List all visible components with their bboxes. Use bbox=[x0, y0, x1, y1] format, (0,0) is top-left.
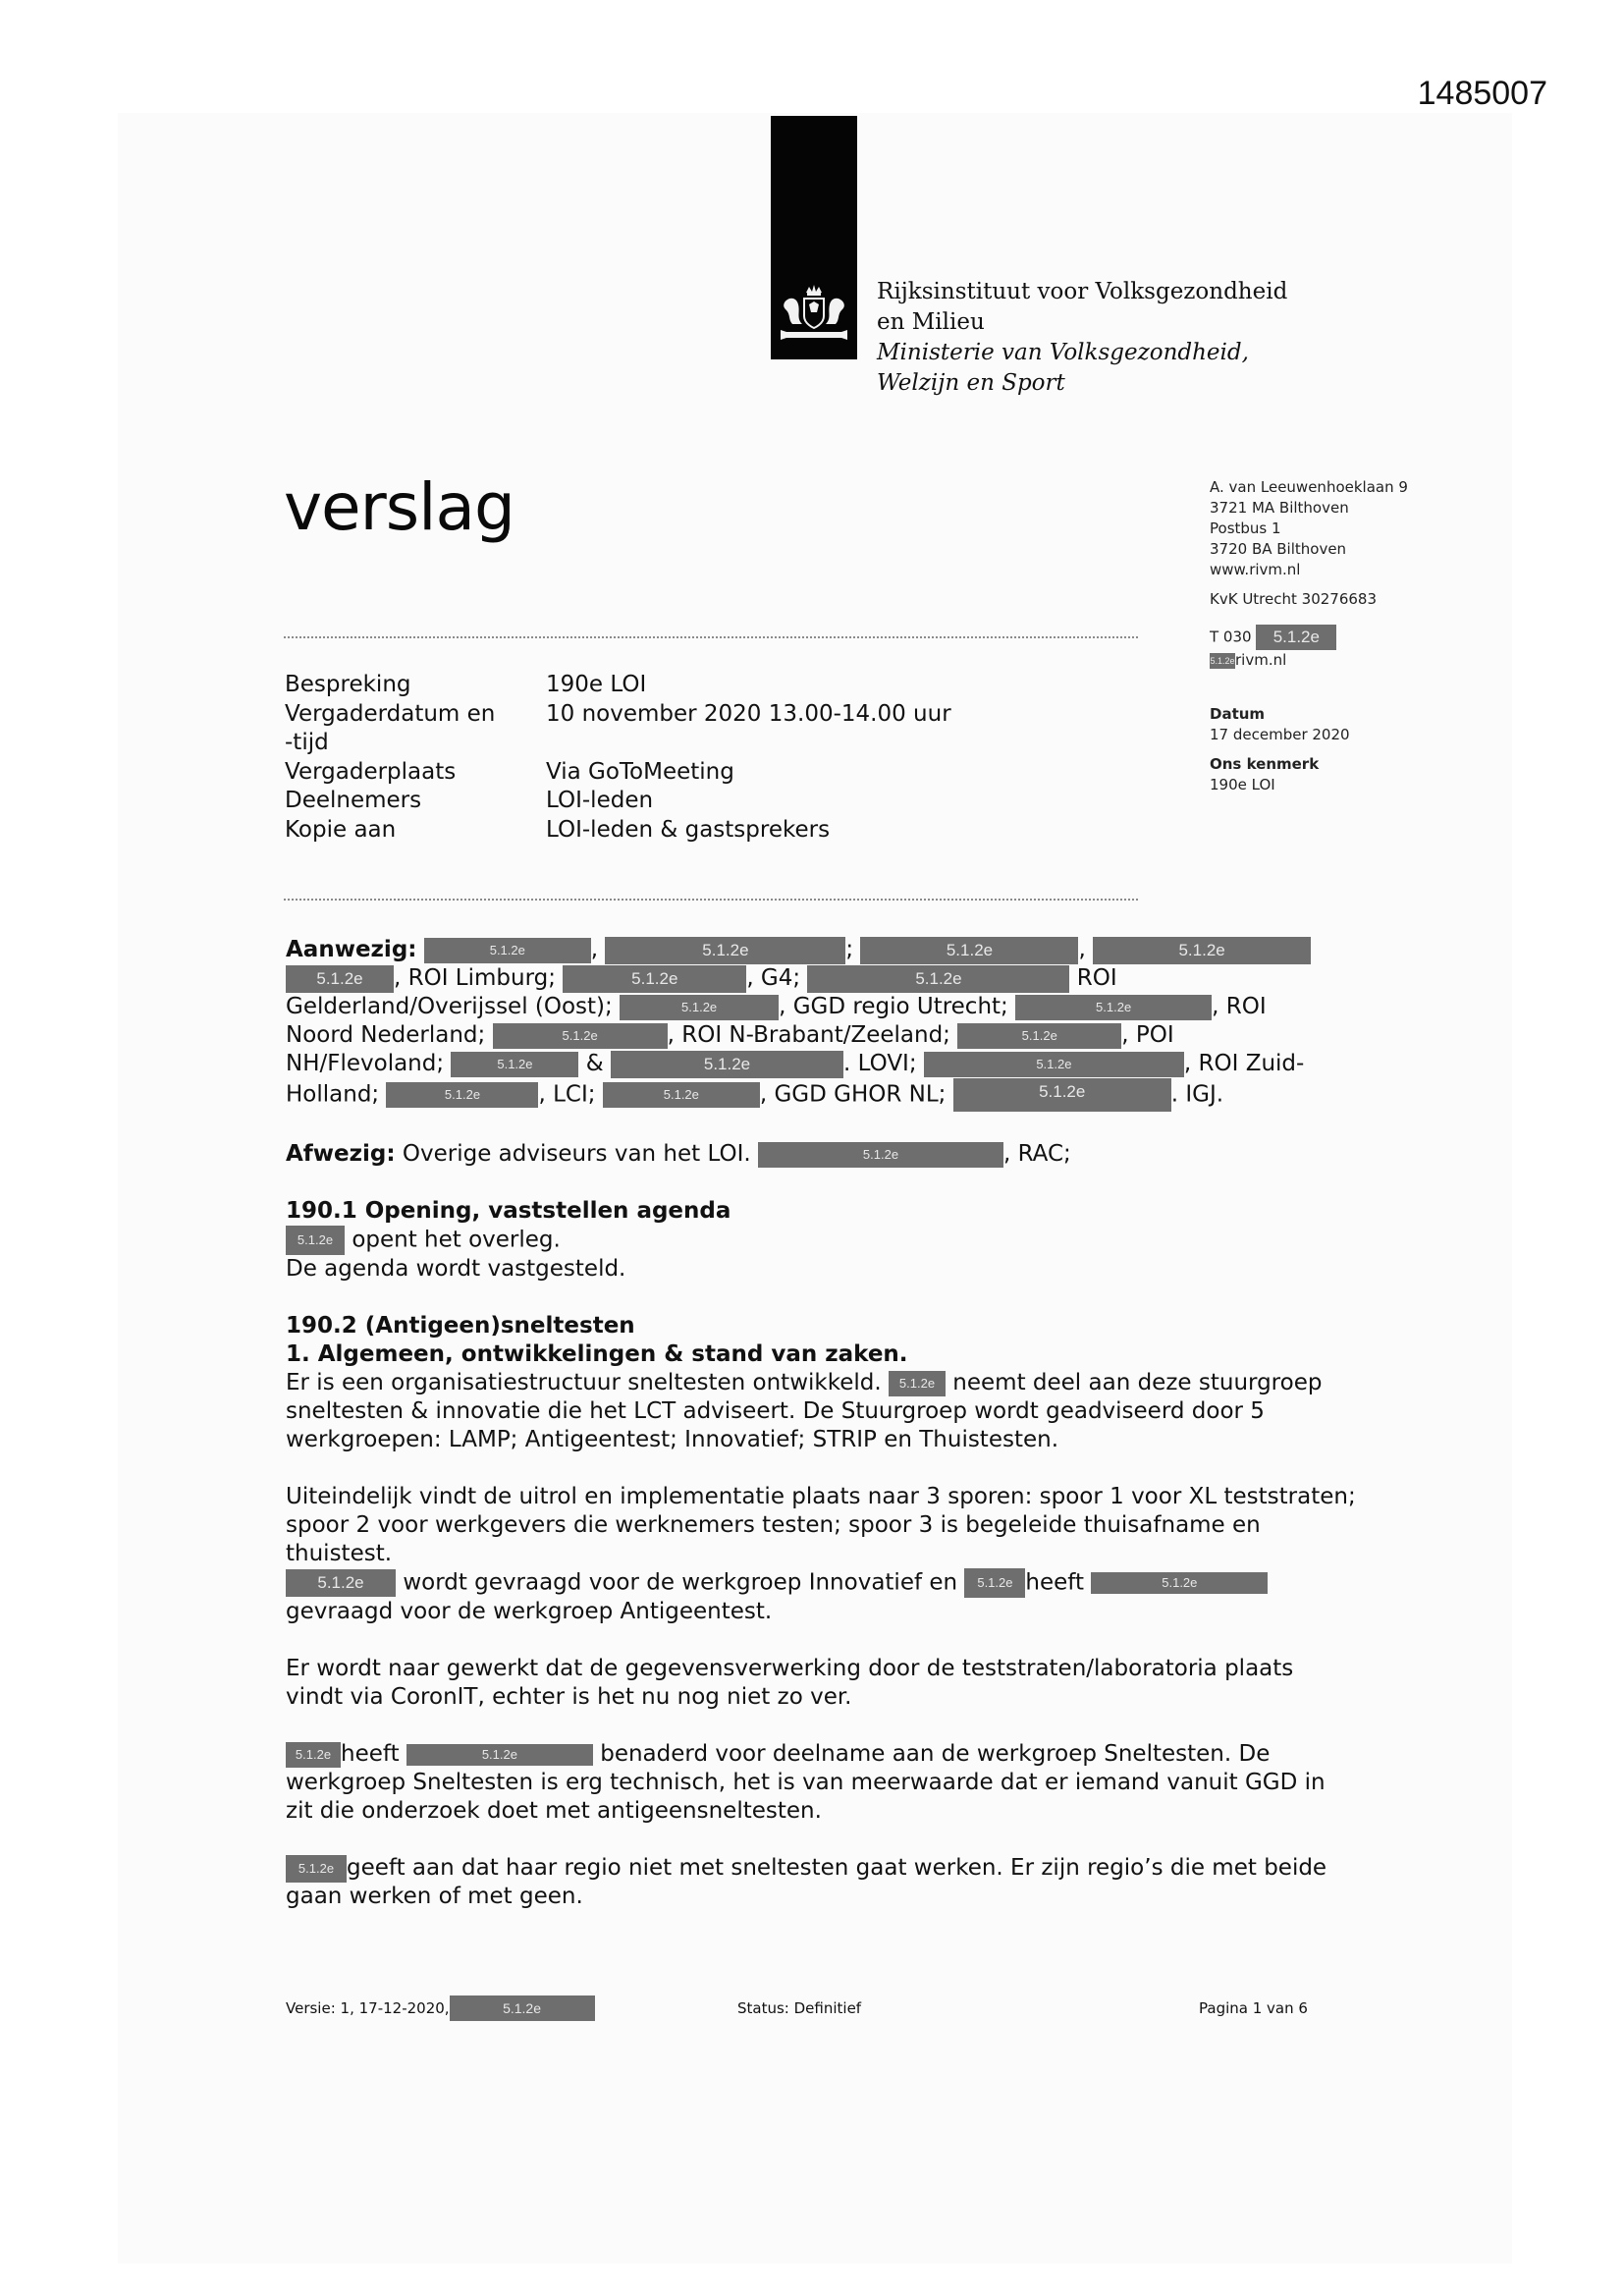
text: NH/Flevoland; bbox=[286, 1051, 445, 1076]
meta-value: 10 november 2020 13.00-14.00 uur bbox=[546, 700, 951, 727]
redaction-box: 5.1.2e bbox=[889, 1371, 946, 1396]
text: Holland; bbox=[286, 1081, 380, 1108]
redaction-box: 5.1.2e bbox=[286, 965, 394, 993]
meta-label-line1: Vergaderdatum en bbox=[285, 700, 496, 727]
redaction-box: 5.1.2e bbox=[964, 1568, 1025, 1598]
absent-label: Afwezig: bbox=[286, 1141, 396, 1167]
text: geeft aan dat haar regio niet met sneltesten gaat werken. Er zijn regio’s die met beide gaan werken of met geen. bbox=[286, 1855, 1327, 1909]
footer-version bbox=[286, 1995, 737, 2021]
redaction-box: 5.1.2e bbox=[620, 995, 779, 1020]
redaction-box: 5.1.2e bbox=[924, 1052, 1184, 1077]
heading-text: 190.1 Opening, vaststellen agenda bbox=[286, 1198, 731, 1224]
meta-value: LOI-leden & gastsprekers bbox=[546, 816, 831, 843]
text: ROI bbox=[1076, 965, 1117, 991]
org-line-1: Rijksinstituut voor Volksgezondheid bbox=[877, 279, 1288, 304]
meta-row bbox=[285, 787, 951, 816]
version-text: Versie: 1, 17-12-2020, bbox=[286, 1999, 450, 2017]
ministry-line-1: Ministerie van Volksgezondheid, bbox=[877, 340, 1249, 365]
meta-label: Vergaderplaats bbox=[285, 758, 457, 785]
kvk-number: KvK Utrecht 30276683 bbox=[1210, 590, 1377, 608]
redaction-box: 5.1.2e bbox=[611, 1051, 843, 1078]
text: & bbox=[585, 1051, 604, 1076]
phone-prefix: T 030 bbox=[1210, 628, 1252, 646]
text: opent het overleg. bbox=[352, 1227, 561, 1253]
text: Noord Nederland; bbox=[286, 1022, 486, 1048]
meta-row bbox=[285, 671, 951, 700]
redaction-box: 5.1.2e bbox=[605, 937, 845, 964]
meta-row bbox=[285, 700, 951, 758]
text: , ROI bbox=[1212, 994, 1267, 1019]
redaction-box: 5.1.2e bbox=[406, 1744, 593, 1766]
text: , ROI Zuid- bbox=[1183, 1051, 1305, 1076]
redaction-box: 5.1.2e bbox=[286, 1569, 396, 1597]
meeting-metadata bbox=[285, 671, 951, 845]
redaction-box: 5.1.2e bbox=[1091, 1572, 1268, 1594]
section-heading bbox=[286, 1312, 1356, 1340]
reference-value: 190e LOI bbox=[1210, 776, 1275, 793]
address-line: 3721 MA Bilthoven bbox=[1210, 499, 1349, 517]
heading-text: 1. Algemeen, ontwikkelingen & stand van zaken. bbox=[286, 1341, 908, 1367]
redaction-box: 5.1.2e bbox=[1093, 937, 1311, 964]
redaction-box: 5.1.2e bbox=[286, 1855, 347, 1883]
meta-label: Kopie aan bbox=[285, 816, 397, 843]
ministry-line-2: Welzijn en Sport bbox=[877, 370, 1065, 396]
paragraph: Uiteindelijk vindt de uitrol en implementatie plaats naar 3 sporen: spoor 1 voor XL teststraten; spoor 2 voor werkgevers die werknemers testen; spoor 3 is begeleide thuisafname en thuistest. bbox=[286, 1484, 1356, 1566]
text: heeft bbox=[341, 1741, 400, 1767]
text: , ROI N-Brabant/Zeeland; bbox=[667, 1022, 950, 1048]
meta-label-line2: -tijd bbox=[285, 730, 329, 755]
redaction-box: 5.1.2e bbox=[758, 1142, 1003, 1168]
meta-label bbox=[285, 700, 546, 758]
org-line-2: en Milieu bbox=[877, 309, 985, 335]
text: wordt gevraagd voor de werkgroep Innovatief en bbox=[403, 1569, 958, 1596]
redaction-box: 5.1.2e bbox=[386, 1082, 538, 1108]
meta-label: Deelnemers bbox=[285, 788, 422, 813]
divider-top bbox=[284, 636, 1138, 638]
paragraph: Er wordt naar gewerkt dat de gegevensverwerking door de teststraten/laboratoria plaats vindt via CoronIT, echter is het nu nog niet zo ver. bbox=[286, 1656, 1294, 1710]
page-footer bbox=[286, 1995, 1317, 2021]
sub-heading bbox=[286, 1340, 1356, 1369]
redaction-box: 5.1.2e bbox=[603, 1082, 760, 1108]
paragraph bbox=[286, 1568, 1356, 1626]
email-domain: rivm.nl bbox=[1235, 651, 1287, 669]
footer-status: Status: Definitief bbox=[737, 1999, 862, 2017]
reference-label: Ons kenmerk bbox=[1210, 755, 1320, 773]
redaction-box: 5.1.2e bbox=[493, 1023, 668, 1049]
redaction-box: 5.1.2e bbox=[860, 937, 1078, 964]
text: , G4; bbox=[746, 965, 801, 991]
date-value: 17 december 2020 bbox=[1210, 726, 1350, 743]
redaction-box: 5.1.2e bbox=[563, 965, 746, 993]
address-line: 3720 BA Bilthoven bbox=[1210, 540, 1347, 558]
redaction-box: 5.1.2e bbox=[451, 1052, 578, 1077]
dutch-coat-of-arms-icon bbox=[777, 283, 851, 348]
paragraph: De agenda wordt vastgesteld. bbox=[286, 1256, 626, 1282]
redaction-box: 5.1.2e bbox=[286, 1742, 341, 1768]
meta-label: Bespreking bbox=[285, 672, 411, 697]
text: Overige adviseurs van het LOI. bbox=[402, 1141, 751, 1167]
sender-sidebar bbox=[1210, 477, 1408, 795]
text: , POI bbox=[1121, 1022, 1174, 1048]
meta-row bbox=[285, 758, 951, 788]
redaction-box: 5.1.2e bbox=[1256, 625, 1336, 650]
text: , GGD GHOR NL; bbox=[759, 1081, 947, 1108]
text: , LCI; bbox=[538, 1081, 596, 1108]
text: . LOVI; bbox=[843, 1051, 917, 1076]
text: Gelderland/Overijssel (Oost); bbox=[286, 994, 613, 1019]
phone bbox=[1210, 625, 1408, 650]
text: gevraagd voor de werkgroep Antigeentest. bbox=[286, 1599, 773, 1624]
redaction-box: 5.1.2e bbox=[450, 1995, 595, 2021]
divider-bottom bbox=[284, 899, 1138, 901]
redaction-box: 5.1.2e bbox=[807, 965, 1069, 993]
text: , GGD regio Utrecht; bbox=[779, 994, 1008, 1019]
organization-name bbox=[877, 277, 1287, 399]
paragraph bbox=[286, 1369, 1356, 1454]
text: , bbox=[590, 937, 599, 962]
redaction-box: 5.1.2e bbox=[286, 1226, 345, 1255]
text: , RAC; bbox=[1003, 1141, 1071, 1167]
paragraph bbox=[286, 1854, 1356, 1911]
meta-value: Via GoToMeeting bbox=[546, 758, 734, 785]
paragraph bbox=[286, 1226, 1356, 1255]
text: . IGJ. bbox=[1170, 1081, 1224, 1108]
text: heeft bbox=[1025, 1569, 1085, 1596]
meta-row bbox=[285, 816, 951, 846]
attendees-paragraph bbox=[286, 936, 1356, 1112]
redaction-box: 5.1.2e bbox=[1210, 653, 1235, 669]
meta-value: LOI-leden bbox=[546, 788, 654, 813]
email bbox=[1210, 650, 1408, 671]
redaction-box: 5.1.2e bbox=[1015, 995, 1212, 1020]
date-label: Datum bbox=[1210, 705, 1266, 723]
heading-text: 190.2 (Antigeen)sneltesten bbox=[286, 1313, 635, 1339]
address-line: A. van Leeuwenhoeklaan 9 bbox=[1210, 478, 1408, 496]
text: neemt deel aan deze stuurgroep sneltesten & innovatie die het LCT adviseert. De Stuurgroep wordt geadviseerd door 5 werkgroepen: LAMP; Antigeentest; Innovatief; STRIP en Thuistesten. bbox=[286, 1370, 1323, 1452]
text: Er is een organisatiestructuur sneltesten ontwikkeld. bbox=[286, 1370, 882, 1395]
section-heading bbox=[286, 1197, 1356, 1226]
logo-bar bbox=[771, 116, 857, 359]
document-id: 1485007 bbox=[1417, 75, 1547, 112]
absentees-paragraph bbox=[286, 1140, 1356, 1169]
website: www.rivm.nl bbox=[1210, 561, 1301, 578]
redaction-box: 5.1.2e bbox=[957, 1023, 1121, 1049]
attendance-section bbox=[286, 936, 1356, 1911]
text: , ROI Limburg; bbox=[394, 965, 556, 991]
text: ; bbox=[845, 937, 854, 962]
paragraph bbox=[286, 1740, 1356, 1826]
footer-page-number: Pagina 1 van 6 bbox=[1199, 1999, 1308, 2017]
redaction-box: 5.1.2e bbox=[424, 938, 591, 963]
meta-value: 190e LOI bbox=[546, 672, 647, 697]
address-line: Postbus 1 bbox=[1210, 519, 1281, 537]
text: benaderd voor deelname aan de werkgroep Sneltesten. De werkgroep Sneltesten is erg technisch, het is van meerwaarde dat er iemand vanuit GGD in zit die onderzoek doet met antigeensneltesten. bbox=[286, 1741, 1326, 1824]
document-title: verslag bbox=[284, 469, 514, 545]
redaction-box: 5.1.2e bbox=[953, 1078, 1171, 1112]
text: , bbox=[1078, 937, 1086, 962]
present-label: Aanwezig: bbox=[286, 937, 417, 962]
